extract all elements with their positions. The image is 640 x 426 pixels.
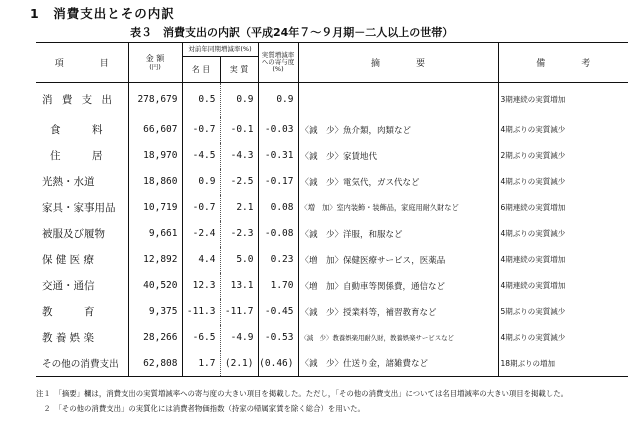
row-summary (298, 83, 498, 117)
consumption-table (36, 42, 628, 377)
row-amount: 9,661 (128, 221, 182, 247)
row-contrib: 0.9 (258, 83, 298, 117)
header-real: 実 質 (220, 57, 258, 83)
row-summary: 〈減 少〉授業料等，補習教育など (298, 299, 498, 325)
row-summary: 〈減 少〉仕送り金，諸雑費など (298, 351, 498, 377)
row-nominal: -2.4 (182, 221, 220, 247)
row-summary: 〈増 加〉保健医療サービス，医薬品 (298, 247, 498, 273)
table-row (36, 247, 628, 273)
row-contrib: 0.08 (258, 195, 298, 221)
row-contrib: -0.08 (258, 221, 298, 247)
row-item: 住 居 (36, 143, 128, 169)
row-remark: 6期連続の実質増加 (500, 203, 566, 212)
row-nominal: 12.3 (182, 273, 220, 299)
row-nominal: -4.5 (182, 143, 220, 169)
header-yoy-group: 対前年同期増減率(%) (182, 43, 258, 57)
table-notes (36, 386, 636, 416)
row-remark: 4期連続の実質増加 (500, 255, 566, 264)
table-row (36, 299, 628, 325)
table-row (36, 273, 628, 299)
table-row (36, 83, 628, 117)
row-remark: 4期ぶりの実質減少 (500, 177, 566, 186)
row-amount: 10,719 (128, 195, 182, 221)
row-nominal: 0.5 (182, 83, 220, 117)
row-remark: 5期ぶりの実質減少 (500, 307, 566, 316)
row-summary: 〈減 少〉家賃地代 (298, 143, 498, 169)
row-contrib: 0.23 (258, 247, 298, 273)
row-amount: 66,607 (128, 117, 182, 143)
row-summary: 〈減 少〉教養娯楽用耐久財，教養娯楽サービスなど (298, 325, 498, 351)
row-item: 食 料 (36, 117, 128, 143)
row-item: 被服及び履物 (36, 221, 128, 247)
row-nominal: -11.3 (182, 299, 220, 325)
row-real: (2.1) (220, 351, 258, 377)
row-contrib: -0.45 (258, 299, 298, 325)
row-nominal: -6.5 (182, 325, 220, 351)
row-amount: 18,970 (128, 143, 182, 169)
header-amount: 金 額 (円) (128, 43, 182, 83)
row-contrib: -0.31 (258, 143, 298, 169)
table-row (36, 325, 628, 351)
table-title: 表３ 消費支出の内訳（平成24年７～９月期－二人以上の世帯） (130, 26, 454, 39)
row-item: 光熱・水道 (36, 169, 128, 195)
row-summary: 〈減 少〉電気代，ガス代など (298, 169, 498, 195)
row-nominal: 1.7 (182, 351, 220, 377)
note-1: 注１ 「摘要」欄は，消費支出の実質増減率への寄与度の大きい項目を掲載した。ただし，「その他の消費支出」については名目増減率の大きい項目を掲載した。 (36, 389, 568, 398)
row-remark: 3期連続の実質増加 (500, 95, 566, 105)
row-remark: 4期ぶりの実質減少 (500, 125, 566, 134)
header-nominal: 名 目 (182, 57, 220, 83)
row-amount: 40,520 (128, 273, 182, 299)
row-contrib: (0.46) (258, 351, 298, 377)
row-remark: 4期ぶりの実質減少 (500, 229, 566, 238)
row-item: 教 養 娯 楽 (36, 325, 128, 351)
row-summary: 〈減 少〉洋服，和服など (298, 221, 498, 247)
row-amount: 28,266 (128, 325, 182, 351)
row-item: その他の消費支出 (36, 351, 128, 377)
row-real: -0.1 (220, 117, 258, 143)
row-contrib: -0.17 (258, 169, 298, 195)
row-real: -2.3 (220, 221, 258, 247)
row-item: 消 費 支 出 (36, 83, 128, 117)
row-contrib: -0.03 (258, 117, 298, 143)
row-amount: 12,892 (128, 247, 182, 273)
row-remark: 18期ぶりの増加 (500, 358, 556, 368)
row-contrib: 1.70 (258, 273, 298, 299)
header-item: 項 目 (36, 43, 128, 83)
row-real: -11.7 (220, 299, 258, 325)
header-summary: 摘 要 (298, 43, 498, 83)
row-nominal: 4.4 (182, 247, 220, 273)
row-real: 13.1 (220, 273, 258, 299)
row-amount: 18,860 (128, 169, 182, 195)
row-real: 0.9 (220, 83, 258, 117)
row-amount: 9,375 (128, 299, 182, 325)
row-item: 交通・通信 (36, 273, 128, 299)
row-nominal: 0.9 (182, 169, 220, 195)
table-row (36, 169, 628, 195)
note-2: ２ 「その他の消費支出」の実質化には消費者物価指数（持家の帰属家賃を除く総合）を用いた。 (36, 404, 365, 413)
row-remark: 4期ぶりの実質減少 (500, 333, 566, 342)
section-title: 1 消費支出とその内訳 (30, 6, 175, 21)
row-amount: 62,808 (128, 351, 182, 377)
row-item: 保 健 医 療 (36, 247, 128, 273)
table-row (36, 117, 628, 143)
table-row (36, 143, 628, 169)
table-row (36, 221, 628, 247)
row-real: 2.1 (220, 195, 258, 221)
row-summary: 〈増 加〉室内装飾・装飾品，家庭用耐久財など (298, 195, 498, 221)
row-item: 家具・家事用品 (36, 195, 128, 221)
row-real: -4.3 (220, 143, 258, 169)
row-remark: 4期連続の実質増加 (500, 281, 566, 290)
row-real: -4.9 (220, 325, 258, 351)
row-real: -2.5 (220, 169, 258, 195)
row-remark: 2期ぶりの実質減少 (500, 151, 566, 160)
row-nominal: -0.7 (182, 117, 220, 143)
row-nominal: -0.7 (182, 195, 220, 221)
row-summary: 〈減 少〉魚介類，肉類など (298, 117, 498, 143)
row-contrib: -0.53 (258, 325, 298, 351)
table-row (36, 195, 628, 221)
row-item: 教 育 (36, 299, 128, 325)
row-real: 5.0 (220, 247, 258, 273)
header-remarks: 備 考 (498, 43, 628, 83)
table-row (36, 351, 628, 377)
row-amount: 278,679 (128, 83, 182, 117)
row-summary: 〈増 加〉自動車等関係費，通信など (298, 273, 498, 299)
header-contrib: 実質増減率への寄与度(%) (258, 43, 298, 83)
